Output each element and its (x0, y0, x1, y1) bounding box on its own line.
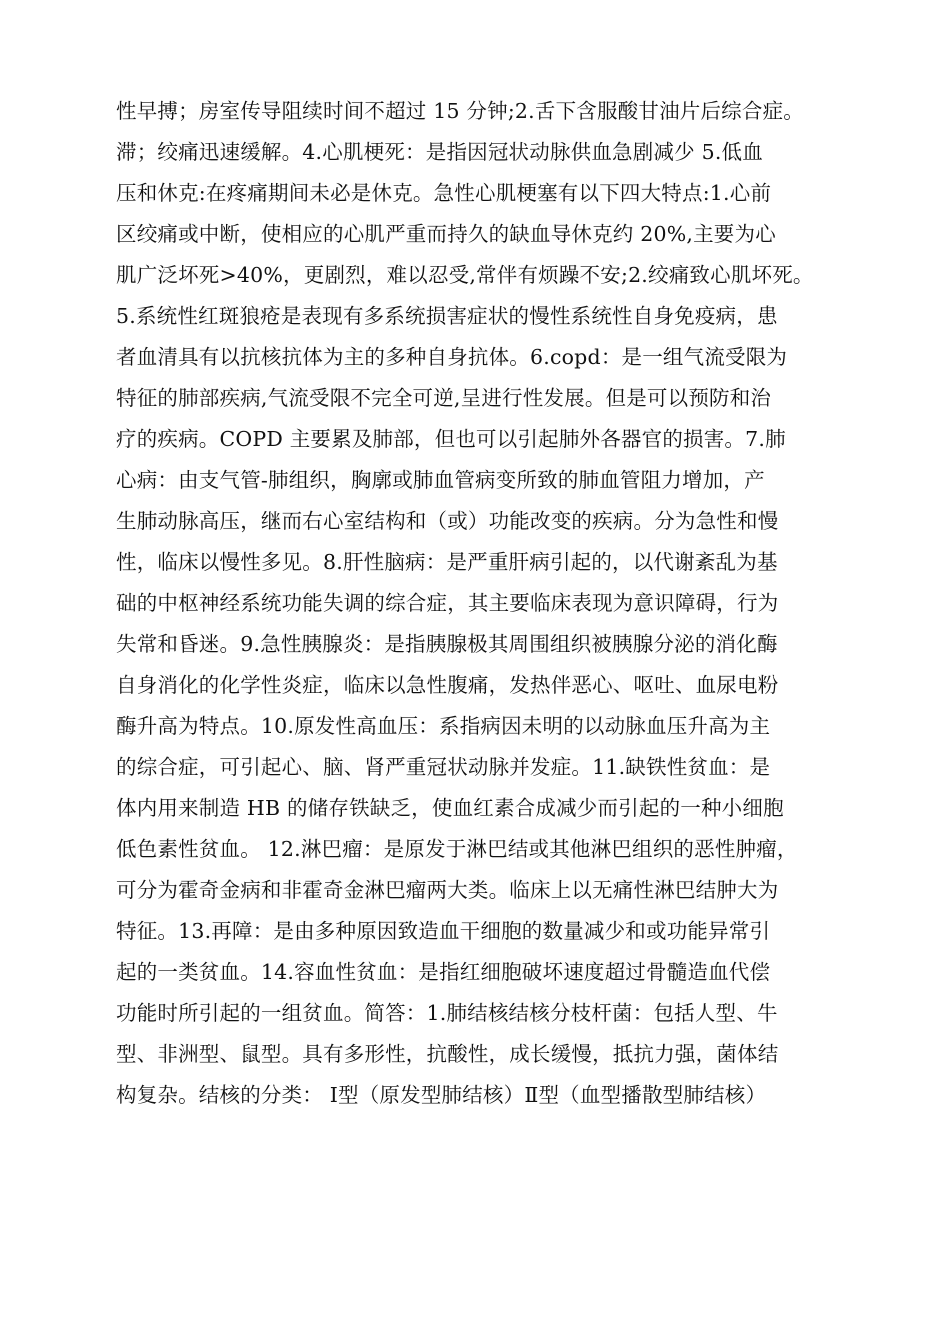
text-line: 功能时所引起的一组贫血。简答：1.肺结核结核分枝杆菌：包括人型、牛 (116, 1001, 778, 1025)
text-line: 型、非洲型、鼠型。具有多形性，抗酸性，成长缓慢，抵抗力强，菌体结 (116, 1042, 779, 1066)
text-line: 区绞痛或中断，使相应的心肌严重而持久的缺血导休克约 20%,主要为心 (116, 222, 776, 246)
text-line: 5.系统性红斑狼疮是表现有多系统损害症状的慢性系统性自身免疫病，患 (116, 304, 778, 328)
text-line: 础的中枢神经系统功能失调的综合症，其主要临床表现为意识障碍，行为 (116, 591, 779, 615)
text-line: 构复杂。结核的分类： Ⅰ型（原发型肺结核）Ⅱ型（血型播散型肺结核） (116, 1083, 767, 1107)
text-line: 自身消化的化学性炎症，临床以急性腹痛，发热伴恶心、呕吐、血尿电粉 (116, 673, 779, 697)
text-line: 起的一类贫血。14.容血性贫血：是指红细胞破坏速度超过骨髓造血代偿 (116, 960, 771, 984)
text-line: 肌广泛坏死>40%，更剧烈，难以忍受,常伴有烦躁不安;2.绞痛致心肌坏死。 (116, 263, 814, 287)
text-line: 疗的疾病。COPD 主要累及肺部，但也可以引起肺外各器官的损害。7.肺 (116, 427, 786, 451)
body-text (116, 91, 856, 1116)
text-line: 生肺动脉高压，继而右心室结构和（或）功能改变的疾病。分为急性和慢 (116, 509, 779, 533)
text-line: 低色素性贫血。 12.淋巴瘤：是原发于淋巴结或其他淋巴组织的恶性肿瘤， (116, 837, 798, 861)
text-line: 酶升高为特点。10.原发性高血压：系指病因未明的以动脉血压升高为主 (116, 714, 771, 738)
text-line: 可分为霍奇金病和非霍奇金淋巴瘤两大类。临床上以无痛性淋巴结肿大为 (116, 878, 779, 902)
text-line: 者血清具有以抗核抗体为主的多种自身抗体。6.copd：是一组气流受限为 (116, 345, 788, 369)
text-line: 性，临床以慢性多见。8.肝性脑病：是严重肝病引起的，以代谢紊乱为基 (116, 550, 778, 574)
text-line: 性早搏；房室传导阻续时间不超过 15 分钟;2.舌下含服酸甘油片后综合症。 (116, 99, 804, 123)
text-line: 特征的肺部疾病,气流受限不完全可逆,呈进行性发展。但是可以预防和治 (116, 386, 772, 410)
text-line: 心病：由支气管-肺组织，胸廓或肺血管病变所致的肺血管阻力增加，产 (116, 468, 765, 492)
text-line: 失常和昏迷。9.急性胰腺炎：是指胰腺极其周围组织被胰腺分泌的消化酶 (116, 632, 778, 656)
text-line: 压和休克:在疼痛期间未必是休克。急性心肌梗塞有以下四大特点:1.心前 (116, 181, 772, 205)
text-line: 的综合症，可引起心、脑、肾严重冠状动脉并发症。11.缺铁性贫血：是 (116, 755, 771, 779)
text-line: 滞；绞痛迅速缓解。4.心肌梗死：是指因冠状动脉供血急剧减少 5.低血 (116, 140, 763, 164)
text-line: 特征。13.再障：是由多种原因致造血干细胞的数量减少和或功能异常引 (116, 919, 771, 943)
text-line: 体内用来制造 HB 的储存铁缺乏，使血红素合成减少而引起的一种小细胞 (116, 796, 784, 820)
